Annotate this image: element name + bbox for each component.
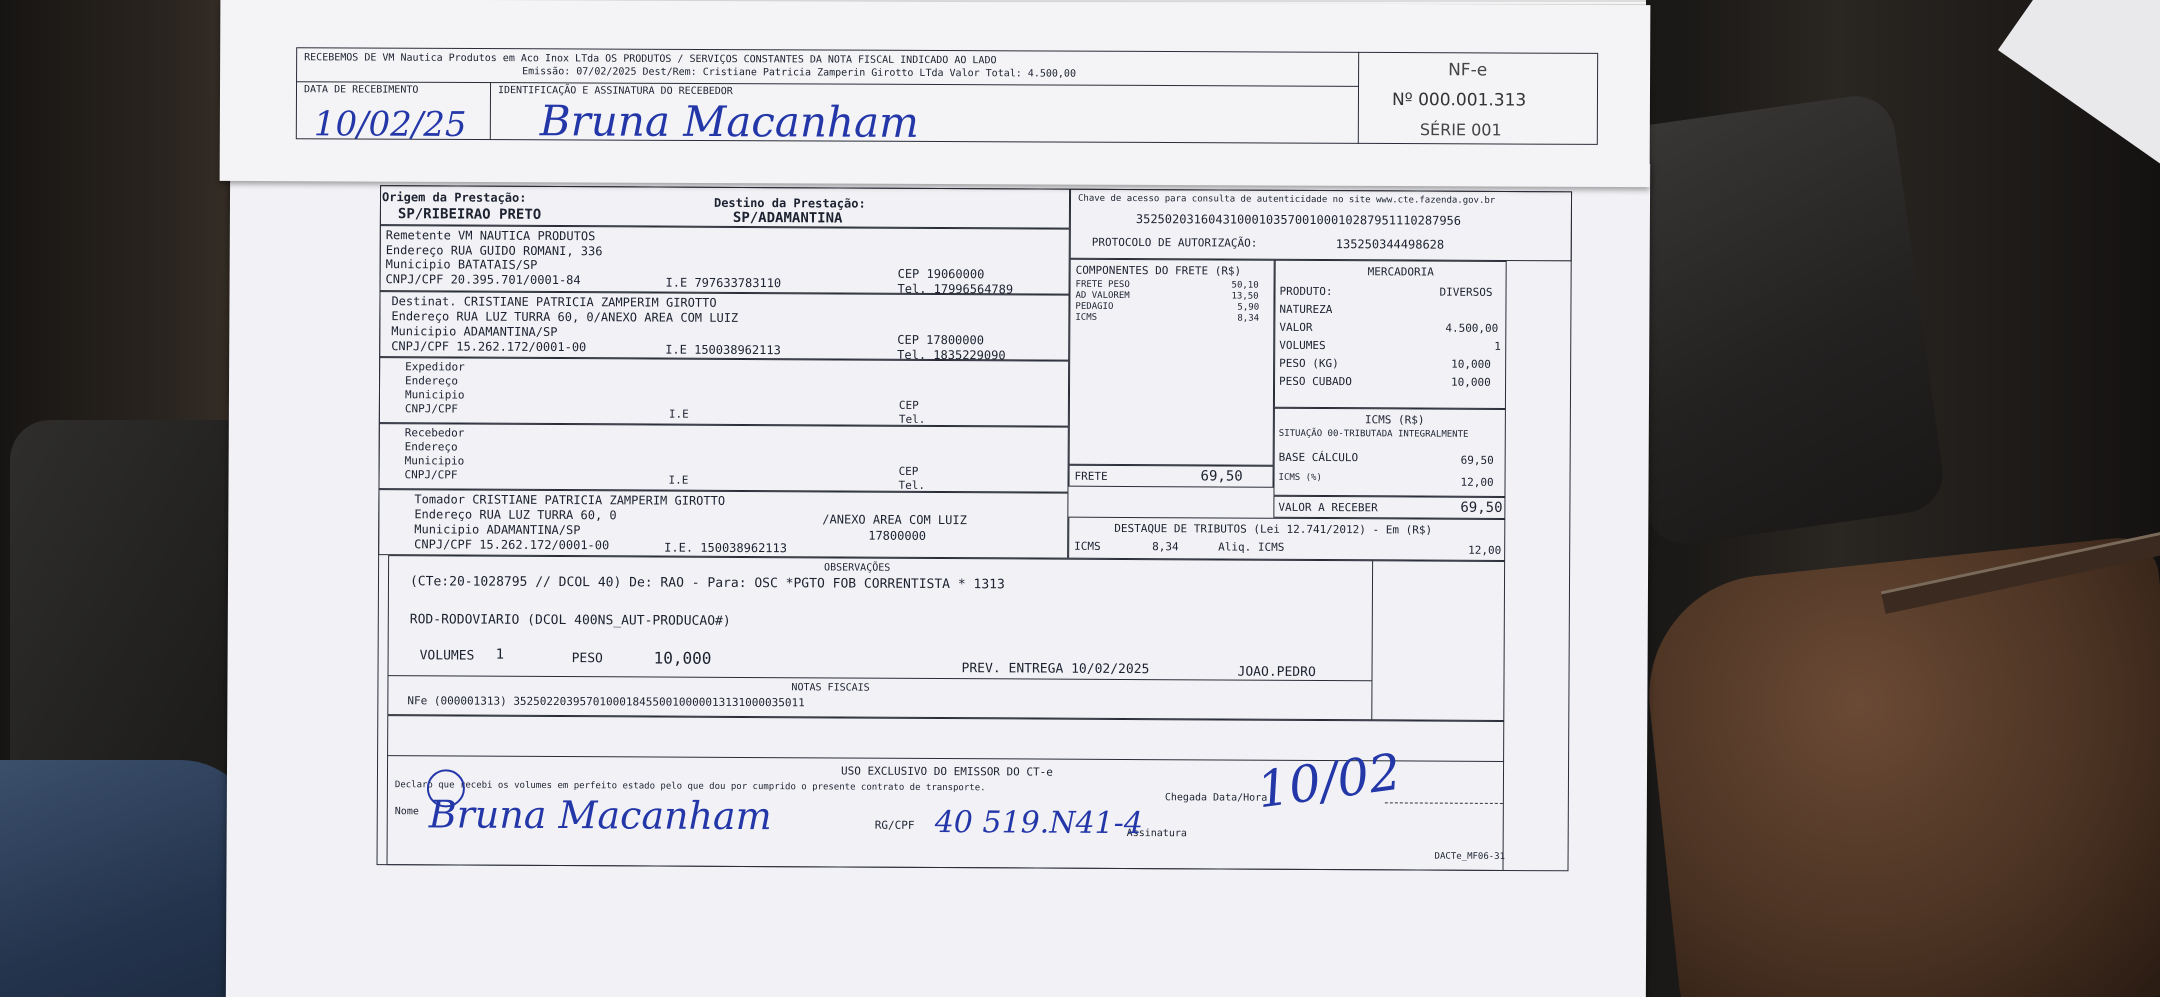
mercadoria-title: MERCADORIA [1367,265,1434,279]
tributos-title: DESTAQUE DE TRIBUTOS (Lei 12.741/2012) - Em (R$) [1114,521,1433,537]
observacoes-operador: JOAO.PEDRO [1237,664,1316,680]
recebedor-municipio: Municipio [404,454,465,468]
nfe-key-line: NFe (000001313) 35250220395701000184550010000013131000035011 [407,694,805,710]
frete-value: 69,50 [1200,468,1243,485]
volumes-value: 1 [1494,339,1501,353]
observacoes-peso-label: PESO [571,651,603,667]
remetente-line: Remetente VM NAUTICA PRODUTOS [385,228,596,244]
expedidor-tel: Tel. [898,412,926,426]
expedidor-cnpj: CNPJ/CPF [404,402,458,416]
handwritten-rg: 40 519.N41-4 [934,804,1143,842]
dacte-sheet [226,156,1650,997]
tributos-icms-value: 8,34 [1152,540,1179,554]
receipt-text-1: RECEBEMOS DE VM Nautica Produtos em Aco Inox LTda OS PRODUTOS / SERVIÇOS CONSTANTES DA NOTA FISCAL INDICADO AO LADO [304,52,997,67]
peso-kg-label: PESO (KG) [1279,356,1339,371]
observacoes-volumes-label: VOLUMES [419,648,475,664]
rg-label: RG/CPF [874,818,915,832]
remetente-tel: Tel. 17996564789 [897,281,1014,297]
receipt-text-2: Emissão: 07/02/2025 Dest/Rem: Cristiane Patricia Zamperin Girotto LTda Valor Total: 4.500,00 [522,66,1076,80]
recebedor-cep: CEP [898,464,919,478]
origin-label: Origem da Prestação: [381,190,527,205]
previsao-entrega: PREV. ENTREGA 10/02/2025 [961,661,1150,678]
remetente-cnpj: CNPJ/CPF 20.395.701/0001-84 [385,272,581,288]
recebedor-endereco: Endereço [404,440,458,454]
expedidor-cep: CEP [898,398,919,412]
origin-value: SP/RIBEIRAO PRETO [397,206,542,223]
recebedor-cnpj: CNPJ/CPF [404,468,458,482]
dest-value: SP/ADAMANTINA [732,209,843,227]
recebedor-tel: Tel. [898,478,926,492]
destinatario-line: Destinat. CRISTIANE PATRICIA ZAMPERIM GIROTTO [391,294,717,310]
comp-ad-valorem-label: AD VALOREM [1075,290,1130,301]
declaro-text: Declaro que recebi os volumes em perfeito estado pelo que dou por cumprido o presente contrato de transporte. [394,780,986,794]
recebedor-ie: I.E [668,473,689,487]
valor-receber-label: VALOR A RECEBER [1278,500,1378,515]
expedidor-label: Expedidor [405,360,465,374]
tomador-address: Endereço RUA LUZ TURRA 60, 0 [414,507,617,523]
icms-situacao: SITUAÇÃO 00-TRIBUTADA INTEGRALMENTE [1278,428,1469,440]
icms-aliq-value: 12,00 [1460,475,1494,489]
destinatario-address: Endereço RUA LUZ TURRA 60, 0/ANEXO AREA COM LUIZ [391,309,739,325]
nome-label: Nome [394,806,419,818]
paper-corner [1998,0,2160,165]
comp-pedagio-value: 5,90 [1237,302,1260,313]
comp-icms-value: 8,34 [1237,313,1260,324]
recebedor-label: Recebedor [404,426,465,440]
protocol-number: 135250344498628 [1335,237,1445,252]
destinatario-ie: I.E 150038962113 [665,342,781,358]
remetente-address: Endereço RUA GUIDO ROMANI, 336 [385,243,603,259]
destinatario-tel: Tel. 1835229090 [897,347,1006,363]
observacoes-peso-value: 10,000 [653,648,712,668]
icms-title: ICMS (R$) [1364,413,1425,427]
frete-label: FRETE [1074,469,1108,483]
produto-value: DIVERSOS [1439,285,1493,299]
expedidor-endereco: Endereço [405,374,459,388]
tributos-icms-label: ICMS [1074,539,1101,553]
access-key-label: Chave de acesso para consulta de autenticidade no site www.cte.fazenda.gov.br [1077,193,1496,206]
peso-cubado-label: PESO CUBADO [1279,374,1352,389]
tomador-complemento: /ANEXO AREA COM LUIZ [822,512,967,528]
base-calculo-value: 69,50 [1460,453,1494,467]
receipt-hand-date: 10/02/25 [313,104,467,145]
observacoes-title: OBSERVAÇÕES [824,562,891,574]
icms-aliq-label: ICMS (%) [1278,472,1322,484]
destinatario-cnpj: CNPJ/CPF 15.262.172/0001-00 [391,339,587,355]
expedidor-box [379,357,1069,427]
nfe-serie: SÉRIE 001 [1419,120,1502,140]
dest-label: Destino da Prestação: [713,195,866,211]
dacte-code: DACTe_MF06-31 [1434,851,1506,862]
comp-icms-label: ICMS [1075,312,1098,323]
chegada-label: Chegada Data/Hora [1164,792,1268,804]
observacoes-line1: (CTe:20-1028795 // DCOL 40) De: RAO - Para: OSC *PGTO FOB CORRENTISTA * 1313 [409,574,1005,593]
comp-frete-peso-value: 50,10 [1231,280,1259,291]
comp-ad-valorem-value: 13,50 [1231,291,1259,302]
jeans-background [0,760,260,997]
destinatario-cep: CEP 17800000 [897,332,985,348]
notas-title: NOTAS FISCAIS [791,682,870,694]
receipt-hand-name: Bruna Macanham [539,96,919,147]
tributos-aliq-label: Aliq. ICMS [1218,540,1285,554]
assinatura-label: Assinatura [1126,827,1187,840]
valor-receber-value: 69,50 [1460,499,1503,516]
base-calculo-label: BASE CÁLCULO [1278,450,1359,465]
comp-pedagio-label: PEDAGIO [1075,301,1114,312]
remetente-city: Municipio BATATAIS/SP [385,257,538,272]
comp-frete-peso-label: FRETE PESO [1075,279,1130,290]
tomador-cep: 17800000 [868,528,927,543]
tomador-line: Tomador CRISTIANE PATRICIA ZAMPERIM GIROTTO [414,492,726,508]
nfe-number: Nº 000.001.313 [1391,89,1527,111]
protocol-label: PROTOCOLO DE AUTORIZAÇÃO: [1091,235,1258,250]
tomador-ie: I.E. 150038962113 [664,540,788,556]
observacoes-volumes-value: 1 [495,646,505,663]
remetente-cep: CEP 19060000 [897,266,985,282]
componentes-title: COMPONENTES DO FRETE (R$) [1075,263,1242,278]
peso-kg-value: 10,000 [1451,357,1491,371]
remetente-ie: I.E 797633783110 [665,275,782,291]
observacoes-line2: ROD-RODOVIARIO (DCOL 400NS_AUT-PRODUCAO#) [409,612,731,629]
produto-label: PRODUTO: [1279,284,1333,299]
receipt-strip [220,0,1651,187]
handwritten-name: Bruna Macanham [428,792,772,839]
natureza-label: NATUREZA [1279,302,1333,317]
emissor-title: USO EXCLUSIVO DO EMISSOR DO CT-e [840,764,1053,779]
volumes-label: VOLUMES [1279,338,1326,353]
expedidor-ie: I.E [668,407,689,421]
access-key: 35250203160431000103570010001028795111028795​6 [1135,212,1462,228]
tomador-city: Municipio ADAMANTINA/SP [414,522,581,538]
nfe-title: NF-e [1448,60,1488,81]
handwritten-date: 10/02 [1253,742,1405,820]
receipt-sign-label: IDENTIFICAÇÃO E ASSINATURA DO RECEBEDOR [497,85,733,98]
peso-cubado-value: 10,000 [1451,375,1491,389]
expedidor-municipio: Municipio [404,388,465,402]
tomador-cnpj: CNPJ/CPF 15.262.172/0001-00 [414,537,610,553]
tributos-aliq-value: 12,00 [1468,543,1502,557]
destinatario-city: Municipio ADAMANTINA/SP [391,324,558,340]
receipt-date-label: DATA DE RECEBIMENTO [303,84,419,96]
handwritten-circle [427,769,465,807]
valor-label: VALOR [1279,320,1313,334]
valor-value: 4.500,00 [1445,321,1499,335]
recebedor-box [378,423,1068,493]
